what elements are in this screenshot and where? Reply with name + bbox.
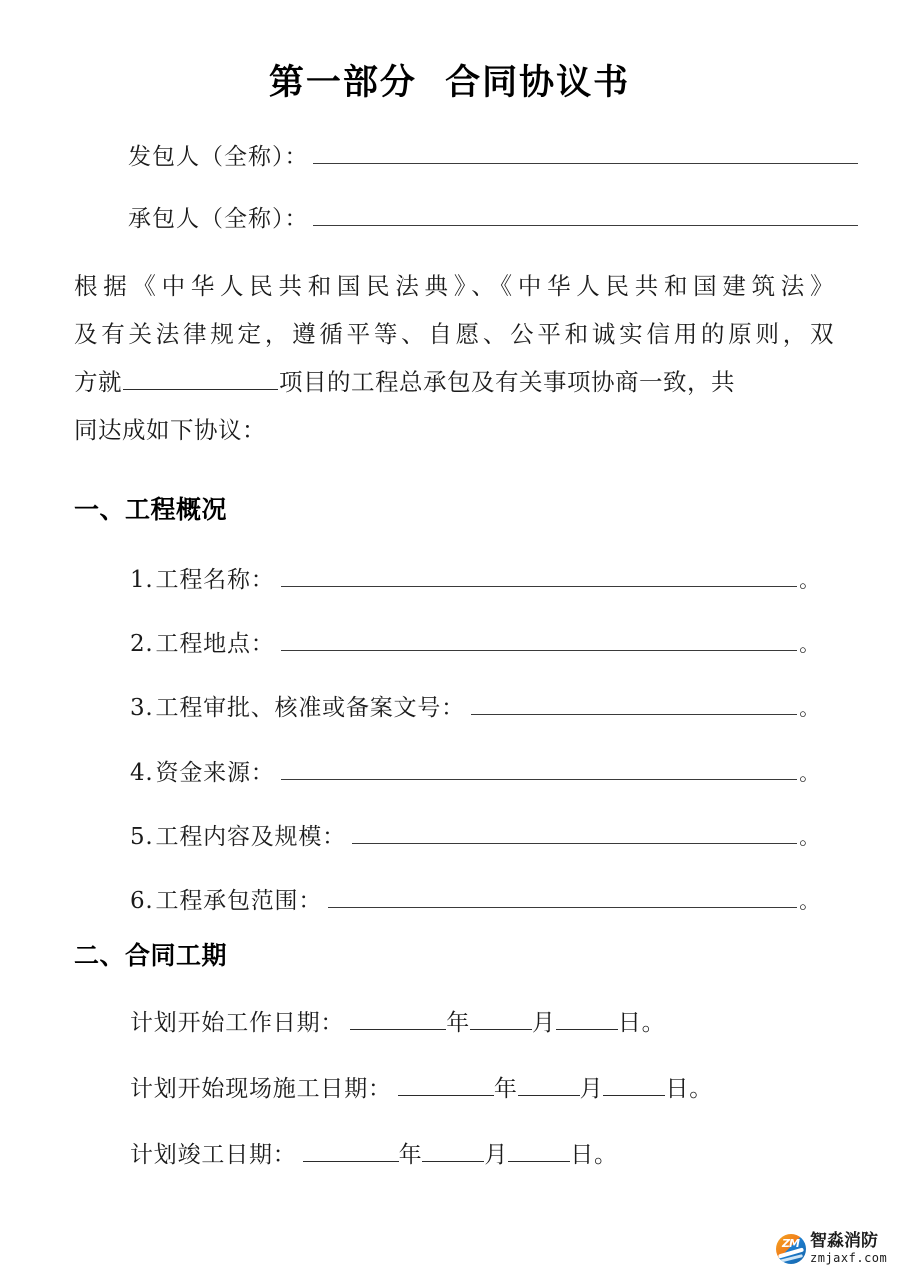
- preamble-paragraph: [74, 262, 834, 454]
- day-blank[interactable]: [508, 1142, 570, 1162]
- item-period: 。: [799, 825, 820, 849]
- item-label: 工程地点：: [155, 631, 275, 657]
- contractor-label: 承包人（全称）：: [128, 206, 309, 232]
- preamble-line-3-suffix: 项目的工程总承包及有关事项协商一致，共: [279, 368, 735, 396]
- brand-url: zmjaxf.com: [810, 1251, 888, 1265]
- year-unit: 年: [398, 1142, 423, 1168]
- item-number: 2.: [130, 631, 154, 657]
- badge-monogram: ZM: [782, 1236, 799, 1250]
- date-label: 计划竣工日期：: [130, 1142, 297, 1168]
- date-label: 计划开始工作日期：: [130, 1010, 345, 1036]
- month-blank[interactable]: [518, 1076, 580, 1096]
- field-row-contractor: [128, 200, 858, 233]
- date-row-start-site-construction: [130, 1070, 713, 1103]
- page-title: 第一部分 合同协议书: [268, 63, 631, 103]
- list-item: [130, 561, 820, 594]
- day-unit: 日。: [570, 1142, 618, 1168]
- preamble-line-4: 同达成如下协议：: [74, 416, 266, 444]
- list-item: [130, 625, 820, 658]
- item-input-rule[interactable]: [352, 824, 797, 844]
- preamble-line-2: 及有关法律规定，遵循平等、自愿、公平和诚实信用的原则，双: [74, 320, 834, 348]
- preamble-line-1: 根据《中华人民共和国民法典》、《中华人民共和国建筑法》: [74, 272, 834, 300]
- item-period: 。: [799, 889, 820, 913]
- item-label: 工程名称：: [155, 567, 275, 593]
- employer-label: 发包人（全称）：: [128, 144, 309, 170]
- year-blank[interactable]: [398, 1076, 494, 1096]
- list-item: [130, 818, 820, 851]
- field-row-employer: [128, 138, 858, 171]
- item-input-rule[interactable]: [328, 888, 797, 908]
- item-period: 。: [799, 761, 820, 785]
- item-input-rule[interactable]: [281, 567, 798, 587]
- year-unit: 年: [446, 1010, 471, 1036]
- day-unit: 日。: [665, 1076, 714, 1102]
- item-period: 。: [799, 696, 820, 720]
- preamble-line-3: [74, 358, 834, 406]
- item-label: 工程审批、核准或备案文号：: [155, 695, 465, 721]
- month-blank[interactable]: [422, 1142, 484, 1162]
- watermark-logo: [776, 1233, 887, 1264]
- item-number: 1.: [130, 567, 154, 593]
- item-period: 。: [799, 632, 820, 656]
- item-input-rule[interactable]: [281, 631, 798, 651]
- item-number: 5.: [130, 824, 154, 850]
- project-name-blank[interactable]: [123, 369, 278, 390]
- year-blank[interactable]: [350, 1010, 446, 1030]
- preamble-line-3-prefix: 方就: [74, 368, 122, 396]
- brand-badge-icon: [776, 1234, 806, 1264]
- item-input-rule[interactable]: [281, 760, 798, 780]
- item-label: 资金来源：: [155, 760, 275, 786]
- item-number: 3.: [130, 695, 154, 721]
- list-item: [130, 754, 820, 787]
- section-heading-project-overview: 一、工程概况: [74, 495, 228, 524]
- item-label: 工程内容及规模：: [155, 824, 346, 850]
- day-blank[interactable]: [556, 1010, 618, 1030]
- list-item: [130, 689, 820, 722]
- section-heading-contract-duration: 二、合同工期: [74, 941, 228, 970]
- item-number: 4.: [130, 760, 154, 786]
- date-row-start-work: [130, 1004, 665, 1037]
- month-unit: 月: [484, 1142, 509, 1168]
- month-blank[interactable]: [470, 1010, 532, 1030]
- employer-input-rule[interactable]: [313, 143, 859, 164]
- year-blank[interactable]: [303, 1142, 399, 1162]
- date-label: 计划开始现场施工日期：: [130, 1076, 392, 1102]
- item-label: 工程承包范围：: [155, 888, 323, 914]
- brand-name: 智淼消防: [810, 1231, 878, 1251]
- item-input-rule[interactable]: [471, 695, 797, 715]
- day-blank[interactable]: [603, 1076, 665, 1096]
- month-unit: 月: [532, 1010, 556, 1036]
- list-item: [130, 882, 820, 915]
- watermark-text-block: [810, 1233, 887, 1264]
- item-number: 6.: [130, 888, 154, 914]
- date-row-completion: [130, 1136, 618, 1169]
- contractor-input-rule[interactable]: [313, 205, 859, 226]
- day-unit: 日。: [617, 1010, 666, 1036]
- item-period: 。: [799, 568, 820, 592]
- year-unit: 年: [493, 1076, 518, 1102]
- month-unit: 月: [579, 1076, 604, 1102]
